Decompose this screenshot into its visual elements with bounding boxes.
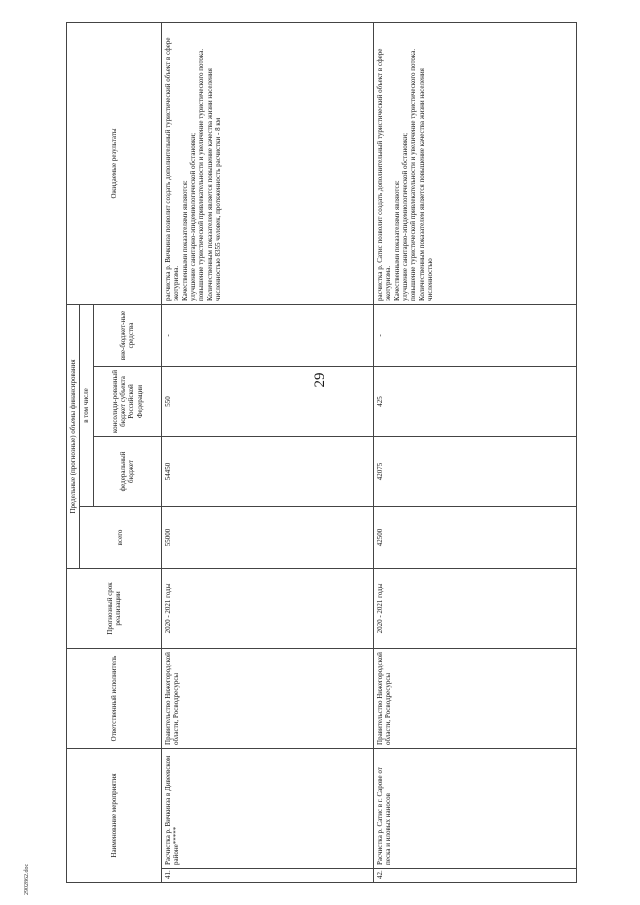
row-total: 42500 (373, 506, 576, 568)
header-total: всего (80, 506, 161, 568)
row-results: расчистка р. Вичкинза позволит создать дополнительный туристический объект в сфере экотуризма. Качественными показателями являются: улучшение санитарно-эпидемиологической обстановки; повышение туристической привлекательности и увеличение туристического потока. Количественным показателем является повышение качества жизни населения численностью 8355 человек, протяженность расчистки - 8 км (161, 22, 373, 304)
row-federal: 42075 (373, 436, 576, 506)
row-extra: - (373, 304, 576, 366)
header-extra: вне-бюджет-ные средства (93, 304, 161, 366)
table-row (161, 22, 373, 882)
footer-code: 2902862.doc (24, 863, 30, 895)
row-consolidated: 550 (161, 366, 373, 436)
row-federal: 54450 (161, 436, 373, 506)
header-in-that-number: в том числе (80, 304, 93, 506)
table-row (373, 22, 576, 882)
row-number: 42. (373, 869, 576, 883)
header-federal: федеральный бюджет (93, 436, 161, 506)
row-extra: - (161, 304, 373, 366)
row-term: 2020 - 2021 годы (373, 568, 576, 648)
row-term: 2020 - 2021 годы (161, 568, 373, 648)
header-term: Прогнозный срок реализации (67, 568, 162, 648)
row-number: 41. (161, 869, 373, 883)
header-consolidated: консолиди-рованный бюджет субъекта Российской Федерации (93, 366, 161, 436)
header-executor: Ответственный исполнитель (67, 648, 162, 748)
row-total: 55000 (161, 506, 373, 568)
header-name: Наименование мероприятия (67, 748, 162, 882)
row-executor: Правительство Нижегородской области, Росводресурсы (373, 648, 576, 748)
header-results: Ожидаемые результаты (67, 22, 162, 304)
header-funding-group: Предельные (прогнозные) объемы финансирования (67, 304, 80, 568)
row-consolidated: 425 (373, 366, 576, 436)
rotated-table-container (66, 23, 571, 883)
row-results: расчистка р. Сатис позволит создать дополнительный туристический объект в сфере экотуризма. Качественными показателями являются: улучшение санитарно-эпидемиологической обстановки; повышение туристической привлекательности и увеличение туристического потока. Количественным показателем является повышение качества жизни населения численностью (373, 22, 576, 304)
row-executor: Правительство Нижегородской области, Росводресурсы (161, 648, 373, 748)
row-name: Расчистка р. Сатис в г. Сарове от песка и иловых наносов (373, 748, 576, 868)
page-number: 29 (312, 372, 328, 388)
funding-table (66, 22, 577, 883)
row-name: Расчистка р. Вичкинза в Дивеевском районе***** (161, 748, 373, 868)
